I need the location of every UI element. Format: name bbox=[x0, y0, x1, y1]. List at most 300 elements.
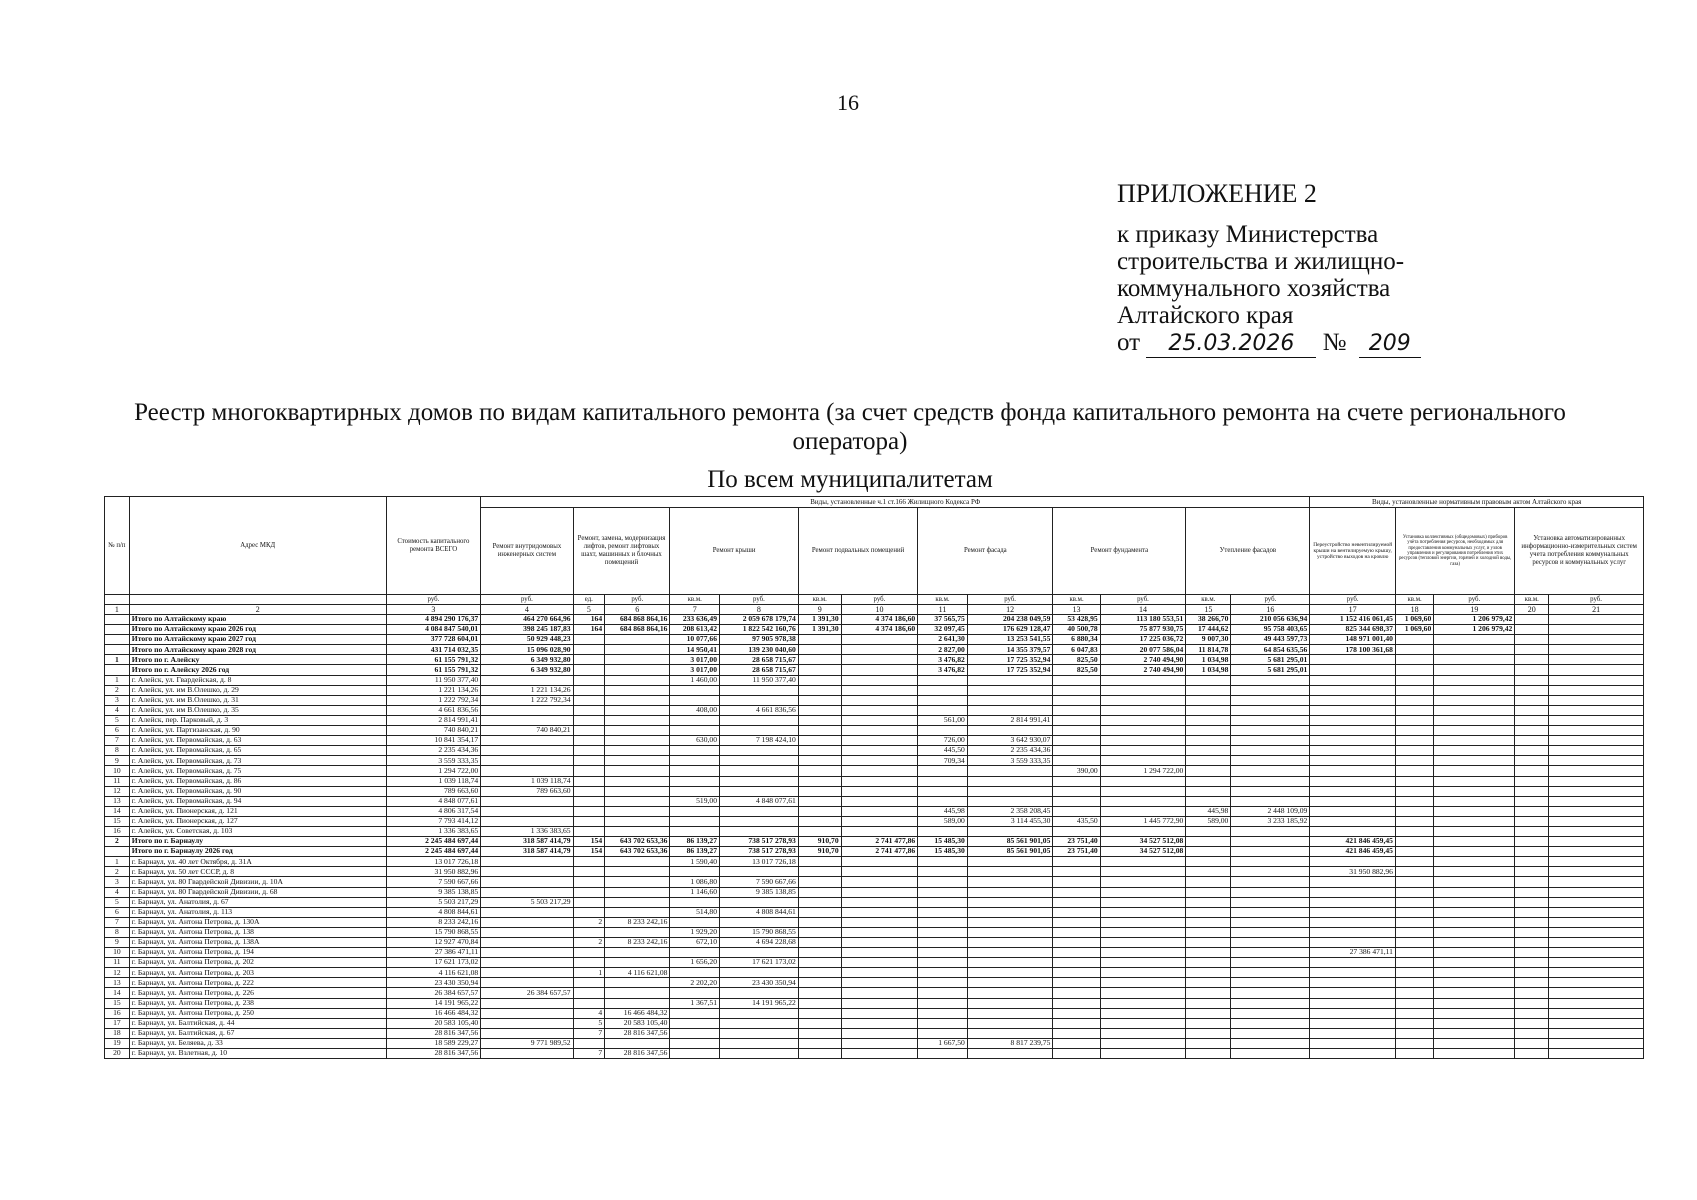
value-cell: 2 235 434,36 bbox=[386, 746, 481, 756]
handwritten-number: 209 bbox=[1359, 330, 1421, 358]
value-cell: 139 230 040,60 bbox=[720, 645, 799, 655]
column-index: 12 bbox=[967, 605, 1053, 615]
value-cell: 13 017 726,18 bbox=[720, 857, 799, 867]
value-cell: 4 848 077,61 bbox=[720, 796, 799, 806]
row-number: 8 bbox=[105, 927, 130, 937]
address-cell: Итого по Алтайскому краю 2028 год bbox=[129, 645, 386, 655]
value-cell bbox=[798, 665, 841, 675]
value-cell bbox=[1549, 655, 1644, 665]
value-cell bbox=[918, 786, 968, 796]
value-cell bbox=[1395, 968, 1433, 978]
value-cell bbox=[1515, 968, 1549, 978]
value-cell: 95 758 403,65 bbox=[1231, 625, 1310, 635]
value-cell bbox=[1053, 786, 1100, 796]
value-cell bbox=[1549, 917, 1644, 927]
value-cell: 7 590 667,66 bbox=[386, 877, 481, 887]
value-cell bbox=[841, 877, 918, 887]
value-cell: 2 814 991,41 bbox=[967, 715, 1053, 725]
value-cell bbox=[1549, 786, 1644, 796]
column-index: 13 bbox=[1053, 605, 1100, 615]
value-cell bbox=[841, 756, 918, 766]
value-cell bbox=[605, 796, 670, 806]
value-cell bbox=[1395, 756, 1433, 766]
value-cell bbox=[1100, 978, 1186, 988]
value-cell: 28 658 715,67 bbox=[720, 665, 799, 675]
value-cell bbox=[573, 695, 605, 705]
value-cell bbox=[1395, 857, 1433, 867]
value-cell bbox=[967, 1049, 1053, 1059]
value-cell bbox=[798, 675, 841, 685]
value-cell bbox=[1434, 635, 1515, 645]
value-cell: 61 155 791,32 bbox=[386, 665, 481, 675]
value-cell bbox=[798, 776, 841, 786]
value-cell: 684 868 864,16 bbox=[605, 625, 670, 635]
value-cell bbox=[573, 776, 605, 786]
value-cell: 86 139,27 bbox=[670, 847, 720, 857]
value-cell bbox=[605, 927, 670, 937]
value-cell bbox=[967, 1028, 1053, 1038]
address-cell: г. Барнаул, ул. Антона Петрова, д. 226 bbox=[129, 988, 386, 998]
value-cell bbox=[1515, 938, 1549, 948]
column-index: 10 bbox=[841, 605, 918, 615]
value-cell bbox=[967, 968, 1053, 978]
value-cell bbox=[1186, 776, 1231, 786]
col-header-engineering: Ремонт внутридомовых инженерных систем bbox=[481, 508, 573, 595]
value-cell bbox=[670, 756, 720, 766]
address-cell: г. Алейск, ул. Первомайская, д. 63 bbox=[129, 736, 386, 746]
address-cell: г. Барнаул, ул. Антона Петрова, д. 130А bbox=[129, 917, 386, 927]
value-cell bbox=[1549, 968, 1644, 978]
value-cell bbox=[1515, 655, 1549, 665]
value-cell: 1 445 772,90 bbox=[1100, 816, 1186, 826]
value-cell bbox=[573, 907, 605, 917]
address-cell: г. Барнаул, ул. Антона Петрова, д. 202 bbox=[129, 958, 386, 968]
value-cell bbox=[573, 887, 605, 897]
value-cell bbox=[841, 897, 918, 907]
row-number bbox=[105, 665, 130, 675]
value-cell bbox=[1549, 796, 1644, 806]
value-cell bbox=[1395, 867, 1433, 877]
value-cell bbox=[1186, 675, 1231, 685]
value-cell bbox=[481, 796, 573, 806]
value-cell bbox=[1186, 917, 1231, 927]
value-cell bbox=[1515, 1028, 1549, 1038]
value-cell: 28 658 715,67 bbox=[720, 655, 799, 665]
value-cell: 1 152 416 061,45 bbox=[1310, 615, 1396, 625]
table-row bbox=[105, 887, 1644, 897]
value-cell: 643 702 653,36 bbox=[605, 837, 670, 847]
value-cell: 61 155 791,32 bbox=[386, 655, 481, 665]
column-index: 15 bbox=[1186, 605, 1231, 615]
address-cell: г. Алейск, ул. Гвардейская, д. 8 bbox=[129, 675, 386, 685]
row-number: 16 bbox=[105, 826, 130, 836]
value-cell bbox=[798, 857, 841, 867]
value-cell bbox=[1053, 877, 1100, 887]
value-cell bbox=[1434, 746, 1515, 756]
value-cell bbox=[670, 867, 720, 877]
value-cell bbox=[841, 998, 918, 1008]
value-cell: 85 561 901,05 bbox=[967, 837, 1053, 847]
value-cell bbox=[1100, 736, 1186, 746]
value-cell: 1 590,40 bbox=[670, 857, 720, 867]
value-cell bbox=[918, 917, 968, 927]
value-cell bbox=[481, 968, 573, 978]
value-cell bbox=[720, 766, 799, 776]
address-cell: г. Алейск, ул. Первомайская, д. 90 bbox=[129, 786, 386, 796]
value-cell bbox=[605, 695, 670, 705]
address-cell: Итого по Алтайскому краю bbox=[129, 615, 386, 625]
group-header-federal: Виды, установленные ч.1 ст.166 Жилищного Кодекса РФ bbox=[481, 497, 1310, 508]
value-cell: 20 583 105,40 bbox=[605, 1018, 670, 1028]
value-cell bbox=[573, 766, 605, 776]
value-cell bbox=[605, 948, 670, 958]
value-cell bbox=[481, 907, 573, 917]
value-cell bbox=[798, 695, 841, 705]
value-cell bbox=[918, 776, 968, 786]
value-cell bbox=[670, 806, 720, 816]
value-cell bbox=[1100, 756, 1186, 766]
value-cell bbox=[605, 786, 670, 796]
value-cell bbox=[1310, 796, 1396, 806]
value-cell bbox=[1053, 1008, 1100, 1018]
value-cell: 16 466 484,32 bbox=[605, 1008, 670, 1018]
value-cell bbox=[573, 756, 605, 766]
value-cell bbox=[1434, 756, 1515, 766]
value-cell bbox=[605, 867, 670, 877]
value-cell bbox=[1100, 907, 1186, 917]
value-cell bbox=[1053, 736, 1100, 746]
row-number bbox=[105, 615, 130, 625]
value-cell bbox=[1515, 847, 1549, 857]
value-cell: 825 344 698,37 bbox=[1310, 625, 1396, 635]
value-cell bbox=[1053, 1028, 1100, 1038]
value-cell: 1 206 979,42 bbox=[1434, 615, 1515, 625]
value-cell: 740 840,21 bbox=[386, 726, 481, 736]
value-cell bbox=[1434, 1008, 1515, 1018]
table-row bbox=[105, 715, 1644, 725]
value-cell: 12 927 470,84 bbox=[386, 938, 481, 948]
value-cell: 20 583 105,40 bbox=[386, 1018, 481, 1028]
value-cell: 2 358 208,45 bbox=[967, 806, 1053, 816]
table-row bbox=[105, 806, 1644, 816]
value-cell bbox=[1053, 867, 1100, 877]
table-row bbox=[105, 826, 1644, 836]
total-row bbox=[105, 847, 1644, 857]
value-cell bbox=[1515, 826, 1549, 836]
value-cell bbox=[1310, 685, 1396, 695]
value-cell: 26 384 657,57 bbox=[481, 988, 573, 998]
value-cell: 1 822 542 160,76 bbox=[720, 625, 799, 635]
value-cell bbox=[1434, 867, 1515, 877]
table-row bbox=[105, 786, 1644, 796]
value-cell: 709,34 bbox=[918, 756, 968, 766]
unit-cell: кв.м. bbox=[918, 595, 968, 605]
value-cell bbox=[841, 695, 918, 705]
unit-cell: руб. bbox=[1434, 595, 1515, 605]
value-cell bbox=[967, 897, 1053, 907]
value-cell bbox=[1434, 998, 1515, 1008]
table-row bbox=[105, 675, 1644, 685]
value-cell bbox=[1100, 1028, 1186, 1038]
value-cell: 8 817 239,75 bbox=[967, 1038, 1053, 1048]
value-cell bbox=[1310, 756, 1396, 766]
value-cell bbox=[1053, 948, 1100, 958]
value-cell bbox=[605, 998, 670, 1008]
value-cell bbox=[1515, 756, 1549, 766]
unit-cell: руб. bbox=[841, 595, 918, 605]
value-cell bbox=[1231, 897, 1310, 907]
number-label: № bbox=[1322, 329, 1347, 356]
value-cell bbox=[798, 635, 841, 645]
value-cell: 85 561 901,05 bbox=[967, 847, 1053, 857]
value-cell bbox=[1515, 998, 1549, 1008]
value-cell bbox=[1100, 796, 1186, 806]
value-cell bbox=[1053, 675, 1100, 685]
unit-cell: кв.м. bbox=[1395, 595, 1433, 605]
value-cell bbox=[481, 887, 573, 897]
value-cell bbox=[605, 907, 670, 917]
value-cell bbox=[1310, 786, 1396, 796]
value-cell bbox=[1310, 1049, 1396, 1059]
value-cell: 14 191 965,22 bbox=[720, 998, 799, 1008]
value-cell bbox=[1231, 695, 1310, 705]
value-cell bbox=[1310, 988, 1396, 998]
value-cell bbox=[1549, 857, 1644, 867]
value-cell bbox=[841, 867, 918, 877]
value-cell bbox=[1310, 806, 1396, 816]
value-cell: 7 bbox=[573, 1028, 605, 1038]
value-cell bbox=[481, 806, 573, 816]
value-cell bbox=[720, 917, 799, 927]
row-number: 1 bbox=[105, 675, 130, 685]
row-number: 5 bbox=[105, 897, 130, 907]
value-cell: 738 517 278,93 bbox=[720, 837, 799, 847]
value-cell bbox=[1053, 998, 1100, 1008]
value-cell bbox=[720, 726, 799, 736]
value-cell bbox=[841, 675, 918, 685]
value-cell: 1 039 118,74 bbox=[386, 776, 481, 786]
value-cell bbox=[1100, 806, 1186, 816]
address-cell: г. Барнаул, ул. 50 лет СССР, д. 8 bbox=[129, 867, 386, 877]
value-cell bbox=[1434, 988, 1515, 998]
value-cell: 1 367,51 bbox=[670, 998, 720, 1008]
value-cell bbox=[1053, 695, 1100, 705]
value-cell: 789 663,60 bbox=[481, 786, 573, 796]
value-cell bbox=[670, 826, 720, 836]
value-cell bbox=[798, 705, 841, 715]
value-cell bbox=[1231, 847, 1310, 857]
value-cell bbox=[1395, 635, 1433, 645]
register-table bbox=[104, 496, 1644, 1059]
value-cell bbox=[967, 887, 1053, 897]
value-cell bbox=[573, 726, 605, 736]
unit-cell: руб. bbox=[1310, 595, 1396, 605]
value-cell bbox=[1186, 887, 1231, 897]
value-cell bbox=[798, 1008, 841, 1018]
value-cell bbox=[967, 1018, 1053, 1028]
value-cell bbox=[1434, 786, 1515, 796]
value-cell: 3 233 185,92 bbox=[1231, 816, 1310, 826]
value-cell bbox=[481, 927, 573, 937]
value-cell bbox=[798, 988, 841, 998]
value-cell: 15 096 028,90 bbox=[481, 645, 573, 655]
value-cell bbox=[1395, 897, 1433, 907]
value-cell: 519,00 bbox=[670, 796, 720, 806]
value-cell bbox=[1549, 635, 1644, 645]
value-cell: 26 384 657,57 bbox=[386, 988, 481, 998]
address-cell: г. Барнаул, ул. Антона Петрова, д. 194 bbox=[129, 948, 386, 958]
column-index: 3 bbox=[386, 605, 481, 615]
value-cell: 15 790 868,55 bbox=[386, 927, 481, 937]
address-cell: г. Барнаул, ул. Антона Петрова, д. 250 bbox=[129, 1008, 386, 1018]
value-cell bbox=[670, 968, 720, 978]
value-cell bbox=[1310, 816, 1396, 826]
value-cell bbox=[1231, 948, 1310, 958]
value-cell bbox=[573, 675, 605, 685]
value-cell bbox=[605, 1038, 670, 1048]
value-cell bbox=[573, 796, 605, 806]
table-row bbox=[105, 776, 1644, 786]
value-cell bbox=[1434, 877, 1515, 887]
table-row bbox=[105, 1018, 1644, 1028]
value-cell bbox=[720, 746, 799, 756]
value-cell bbox=[1515, 857, 1549, 867]
value-cell bbox=[1231, 786, 1310, 796]
total-row bbox=[105, 655, 1644, 665]
table-row bbox=[105, 1049, 1644, 1059]
value-cell bbox=[798, 907, 841, 917]
value-cell bbox=[841, 978, 918, 988]
value-cell bbox=[1310, 726, 1396, 736]
value-cell bbox=[841, 826, 918, 836]
value-cell bbox=[670, 948, 720, 958]
value-cell: 589,00 bbox=[918, 816, 968, 826]
value-cell bbox=[1186, 1008, 1231, 1018]
value-cell bbox=[967, 988, 1053, 998]
value-cell bbox=[1549, 726, 1644, 736]
row-number: 9 bbox=[105, 756, 130, 766]
value-cell bbox=[798, 1018, 841, 1028]
value-cell bbox=[1434, 806, 1515, 816]
value-cell bbox=[1434, 948, 1515, 958]
value-cell bbox=[573, 685, 605, 695]
value-cell: 8 233 242,16 bbox=[605, 938, 670, 948]
table-row bbox=[105, 857, 1644, 867]
address-cell: г. Алейск, ул. Советская, д. 103 bbox=[129, 826, 386, 836]
value-cell bbox=[1434, 705, 1515, 715]
value-cell: 684 868 864,16 bbox=[605, 615, 670, 625]
value-cell: 13 253 541,55 bbox=[967, 635, 1053, 645]
value-cell bbox=[918, 1028, 968, 1038]
value-cell bbox=[1310, 917, 1396, 927]
col-header-meters: Установка коллективных (общедомовых) приборов учёта потребления ресурсов, необходимых для предоставления коммунальных услуг, и узлов управления и регулирования потребления этих ресурсов (тепловой энергии, горячей и холодной воды, газа) bbox=[1395, 508, 1514, 595]
value-cell bbox=[798, 877, 841, 887]
value-cell: 377 728 604,01 bbox=[386, 635, 481, 645]
value-cell bbox=[670, 816, 720, 826]
value-cell: 4 848 077,61 bbox=[386, 796, 481, 806]
value-cell bbox=[1186, 978, 1231, 988]
column-index: 7 bbox=[670, 605, 720, 615]
row-number: 13 bbox=[105, 978, 130, 988]
value-cell bbox=[481, 1008, 573, 1018]
value-cell bbox=[798, 897, 841, 907]
value-cell bbox=[1231, 1008, 1310, 1018]
value-cell bbox=[605, 806, 670, 816]
address-cell: Итого по Алтайскому краю 2026 год bbox=[129, 625, 386, 635]
value-cell bbox=[967, 705, 1053, 715]
value-cell bbox=[1231, 978, 1310, 988]
value-cell bbox=[1053, 715, 1100, 725]
value-cell bbox=[670, 1008, 720, 1018]
value-cell bbox=[720, 968, 799, 978]
value-cell bbox=[1515, 816, 1549, 826]
value-cell bbox=[1515, 988, 1549, 998]
value-cell bbox=[1053, 938, 1100, 948]
table-row bbox=[105, 756, 1644, 766]
value-cell: 10 077,66 bbox=[670, 635, 720, 645]
value-cell: 11 814,78 bbox=[1186, 645, 1231, 655]
value-cell bbox=[1053, 988, 1100, 998]
column-index: 2 bbox=[129, 605, 386, 615]
value-cell bbox=[1549, 705, 1644, 715]
value-cell: 1 294 722,00 bbox=[386, 766, 481, 776]
value-cell bbox=[1100, 968, 1186, 978]
value-cell bbox=[573, 998, 605, 1008]
value-cell bbox=[918, 675, 968, 685]
value-cell bbox=[1231, 756, 1310, 766]
value-cell bbox=[967, 726, 1053, 736]
value-cell bbox=[1053, 907, 1100, 917]
value-cell bbox=[1186, 988, 1231, 998]
value-cell bbox=[605, 766, 670, 776]
value-cell bbox=[1549, 685, 1644, 695]
value-cell bbox=[1395, 847, 1433, 857]
value-cell bbox=[1100, 877, 1186, 887]
page-number: 16 bbox=[837, 90, 859, 115]
value-cell bbox=[967, 675, 1053, 685]
value-cell bbox=[1549, 887, 1644, 897]
value-cell bbox=[1434, 1018, 1515, 1028]
value-cell bbox=[605, 685, 670, 695]
value-cell bbox=[1395, 1049, 1433, 1059]
value-cell bbox=[1434, 837, 1515, 847]
value-cell bbox=[1100, 675, 1186, 685]
unit-cell: руб. bbox=[720, 595, 799, 605]
value-cell bbox=[720, 1018, 799, 1028]
row-number bbox=[105, 645, 130, 655]
value-cell bbox=[1549, 615, 1644, 625]
value-cell: 3 017,00 bbox=[670, 665, 720, 675]
row-number bbox=[105, 635, 130, 645]
value-cell bbox=[1053, 968, 1100, 978]
table-row bbox=[105, 685, 1644, 695]
value-cell bbox=[1310, 1018, 1396, 1028]
unit-cell: кв.м. bbox=[1186, 595, 1231, 605]
value-cell bbox=[841, 1028, 918, 1038]
value-cell bbox=[798, 887, 841, 897]
value-cell bbox=[1395, 695, 1433, 705]
value-cell bbox=[1395, 978, 1433, 988]
value-cell bbox=[1515, 645, 1549, 655]
value-cell: 233 636,49 bbox=[670, 615, 720, 625]
value-cell: 49 443 597,73 bbox=[1231, 635, 1310, 645]
value-cell bbox=[605, 826, 670, 836]
total-row bbox=[105, 615, 1644, 625]
value-cell: 17 444,62 bbox=[1186, 625, 1231, 635]
value-cell bbox=[573, 816, 605, 826]
value-cell bbox=[481, 917, 573, 927]
value-cell: 2 202,20 bbox=[670, 978, 720, 988]
